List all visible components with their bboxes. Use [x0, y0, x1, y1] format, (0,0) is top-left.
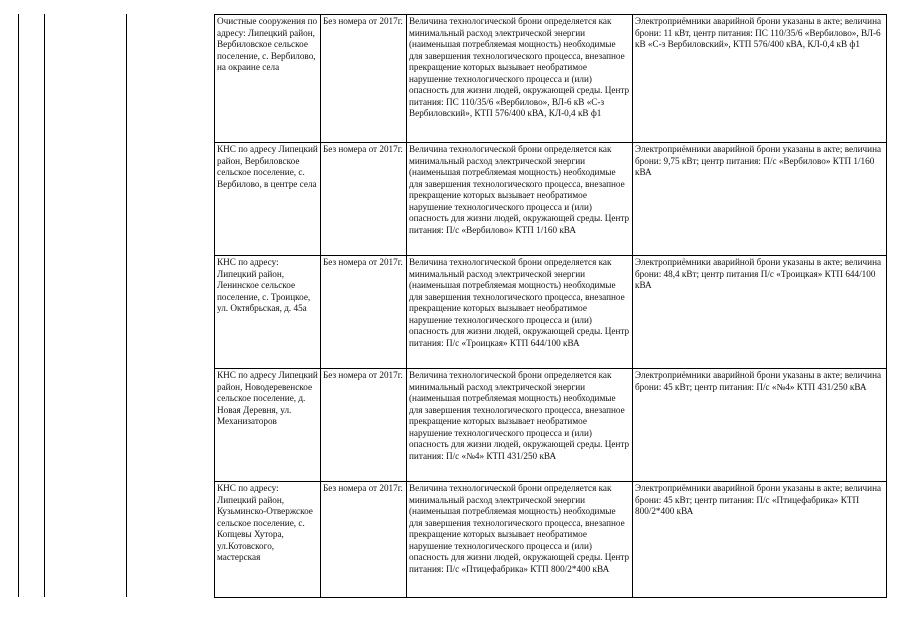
- object-address-cell: КНС по адресу: Липецкий район, Ленинское сельское поселение, с. Троицкое, ул. Октябрьская, д. 45а: [215, 256, 321, 369]
- reserve-description-cell: Величина технологической брони определяется как минимальный расход электрической энергии (наименьшая потребляемая мощность) необходимые для завершения технологического процесса, внезапное прекращение которых вызывает необратимое нарушение технологического процесса и (или) опасность для жизни людей, окружающей среды. Центр питания: ПС 110/35/6 «Вербилово», ВЛ-6 кВ «С-з Вербиловский», КТП 576/400 кВА, КЛ-0,4 кВ ф1: [407, 15, 633, 143]
- table-row: [215, 15, 887, 143]
- reserve-note-cell: Электроприёмники аварийной брони указаны в акте; величина брони: 11 кВт, центр питания: ПС 110/35/6 «Вербилово», ВЛ-6 кВ «С-з Вербиловский», КТП 576/400 кВА, КЛ-0,4 кВ ф1: [633, 15, 887, 143]
- document-number-cell: Без номера от 2017г.: [321, 15, 407, 143]
- document-number-cell: Без номера от 2017г.: [321, 143, 407, 256]
- object-address-cell: КНС по адресу: Липецкий район, Кузьминско-Отвержское сельское поселение, с. Копцевы Хутора, ул.Котовского, мастерская: [215, 482, 321, 598]
- reserve-description-cell: Величина технологической брони определяется как минимальный расход электрической энергии (наименьшая потребляемая мощность) необходимые для завершения технологического процесса, внезапное прекращение которых вызывает необратимое нарушение технологического процесса и (или) опасность для жизни людей, окружающей среды. Центр питания: П/с «Птицефабрика» КТП 800/2*400 кВА: [407, 482, 633, 598]
- reserve-note-cell: Электроприёмники аварийной брони указаны в акте; величина брони: 45 кВт; центр питания: П/с «Птицефабрика» КТП 800/2*400 кВА: [633, 482, 887, 598]
- table-row: [215, 256, 887, 369]
- object-address-cell: КНС по адресу Липецкий район, Новодеревенское сельское поселение, д. Новая Деревня, ул. Механизаторов: [215, 369, 321, 482]
- table-row: [215, 143, 887, 256]
- document-number-cell: Без номера от 2017г.: [321, 482, 407, 598]
- emergency-reserve-table: [214, 14, 887, 598]
- reserve-note-cell: Электроприёмники аварийной брони указаны в акте; величина брони: 45 кВт; центр питания: П/с «№4» КТП 431/250 кВА: [633, 369, 887, 482]
- object-address-cell: КНС по адресу Липецкий район, Вербиловское сельское поселение, с. Вербилово, в центре села: [215, 143, 321, 256]
- object-address-cell: Очистные сооружения по адресу: Липецкий район, Вербиловское сельское поселение, с. Вербилово, на окраине села: [215, 15, 321, 143]
- table-row: [215, 369, 887, 482]
- reserve-description-cell: Величина технологической брони определяется как минимальный расход электрической энергии (наименьшая потребляемая мощность) необходимые для завершения технологического процесса, внезапное прекращение которых вызывает необратимое нарушение технологического процесса и (или) опасность для жизни людей, окружающей среды. Центр питания: П/с «Вербилово» КТП 1/160 кВА: [407, 143, 633, 256]
- document-number-cell: Без номера от 2017г.: [321, 369, 407, 482]
- reserve-description-cell: Величина технологической брони определяется как минимальный расход электрической энергии (наименьшая потребляемая мощность) необходимые для завершения технологического процесса, внезапное прекращение которых вызывает необратимое нарушение технологического процесса и (или) опасность для жизни людей, окружающей среды. Центр питания: П/с «№4» КТП 431/250 кВА: [407, 369, 633, 482]
- left-column-border-1: [18, 14, 19, 597]
- reserve-description-cell: Величина технологической брони определяется как минимальный расход электрической энергии (наименьшая потребляемая мощность) необходимые для завершения технологического процесса, внезапное прекращение которых вызывает необратимое нарушение технологического процесса и (или) опасность для жизни людей, окружающей среды. Центр питания: П/с «Троицкая» КТП 644/100 кВА: [407, 256, 633, 369]
- reserve-note-cell: Электроприёмники аварийной брони указаны в акте; величина брони: 48,4 кВт; центр питания П/с «Троицкая» КТП 644/100 кВА: [633, 256, 887, 369]
- left-column-border-2: [44, 14, 45, 597]
- table-row: [215, 482, 887, 598]
- reserve-note-cell: Электроприёмники аварийной брони указаны в акте; величина брони: 9,75 кВт; центр питания: П/с «Вербилово» КТП 1/160 кВА: [633, 143, 887, 256]
- document-number-cell: Без номера от 2017г.: [321, 256, 407, 369]
- left-column-border-3: [126, 14, 127, 597]
